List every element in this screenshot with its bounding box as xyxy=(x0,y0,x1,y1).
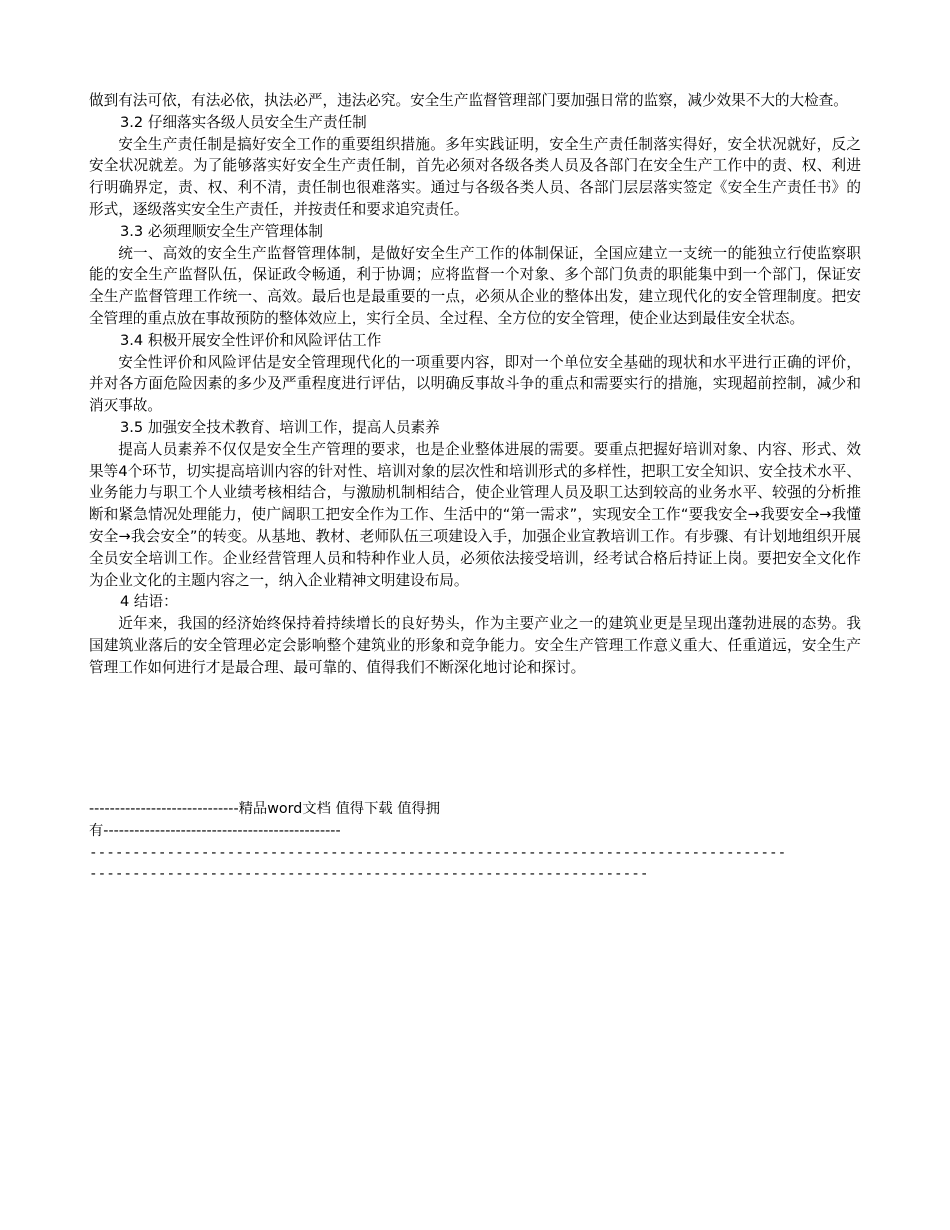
document-body xyxy=(89,90,861,679)
section-3-2-body: 安全生产责任制是搞好安全工作的重要组织措施。多年实践证明，安全生产责任制落实得好，安全状况就好，反之安全状况就差。为了能够落实好安全生产责任制，首先必须对各级各类人员及各部门在安全生产工作中的责、权、利进行明确界定，责、权、利不清，责任制也很难落实。通过与各级各类人员、各部门层层落实签定《安全生产责任书》的形式，逐级落实安全生产责任，并按责任和要求追究责任。 xyxy=(89,135,861,218)
section-3-2-heading: 3.2 仔细落实各级人员安全生产责任制 xyxy=(120,113,367,131)
section-4-body: 近年来，我国的经济始终保持着持续增长的良好势头，作为主要产业之一的建筑业更是呈现出蓬勃进展的态势。我国建筑业落后的安全管理必定会影响整个建筑业的形象和竞争能力。安全生产管理工作意义重大、任重道远，安全生产管理工作如何进行才是最合理、最可靠的、值得我们不断深化地讨论和探讨。 xyxy=(89,615,861,676)
intro-paragraph: 做到有法可依，有法必依，执法必严，违法必究。安全生产监督管理部门要加强日常的监察，减少效果不大的大检查。 xyxy=(89,92,848,109)
footer-line-3: --------------------------------------------------------------------------------- xyxy=(89,844,787,861)
section-3-4-heading: 3.4 积极开展安全性评价和风险评估工作 xyxy=(120,331,382,349)
section-3-5-heading: 3.5 加强安全技术教育、培训工作，提高人员素养 xyxy=(120,418,440,436)
section-3-4-body: 安全性评价和风险评估是安全管理现代化的一项重要内容，即对一个单位安全基础的现状和水平进行正确的评价，并对各方面危险因素的多少及严重程度进行评估，以明确反事故斗争的重点和需要实行的措施，实现超前控制，减少和消灭事故。 xyxy=(89,353,861,415)
section-3-5-body: 提高人员素养不仅仅是安全生产管理的要求，也是企业整体进展的需要。要重点把握好培训对象、内容、形式、效果等4个环节，切实提高培训内容的针对性、培训对象的层次性和培训形式的多样性，把职工安全知识、安全技术水平、业务能力与职工个人业绩考核相结合，与激励机制相结合，使企业管理人员及职工达到较高的业务水平、较强的分析推断和紧急情况处理能力，使广阔职工把安全作为工作、生活中的“第一需求”，实现安全工作“要我安全→我要安全→我懂安全→我会安全”的转变。从基地、教材、老师队伍三项建设入手，加强企业宣教培训工作。有步骤、有计划地组织开展全员安全培训工作。企业经营管理人员和特种作业人员，必须依法接受培训，经考试合格后持证上岗。要把安全文化作为企业文化的主题内容之一，纳入企业精神文明建设布局。 xyxy=(89,440,861,589)
footer-watermark xyxy=(89,799,861,886)
section-4-heading: 4 结语： xyxy=(120,593,178,611)
section-3-3-body: 统一、高效的安全生产监督管理体制，是做好安全生产工作的体制保证，全国应建立一支统一的能独立行使监察职能的安全生产监督队伍，保证政令畅通，利于协调；应将监督一个对象、多个部门负责的职能集中到一个部门，保证安全生产监督管理工作统一、高效。最后也是最重要的一点，必须从企业的整体出发，建立现代化的安全管理制度。把安全管理的重点放在事故预防的整体效应上，实行全员、全过程、全方位的安全管理，使企业达到最佳安全状态。 xyxy=(89,244,861,327)
footer-line-4: ----------------------------------------------------------------- xyxy=(89,866,649,883)
footer-line-1: -----------------------------精品word文档 值得下载 值得拥 xyxy=(89,801,441,817)
section-3-3-heading: 3.3 必须理顺安全生产管理体制 xyxy=(120,222,323,240)
footer-line-2: 有---------------------------------------------- xyxy=(89,822,341,839)
